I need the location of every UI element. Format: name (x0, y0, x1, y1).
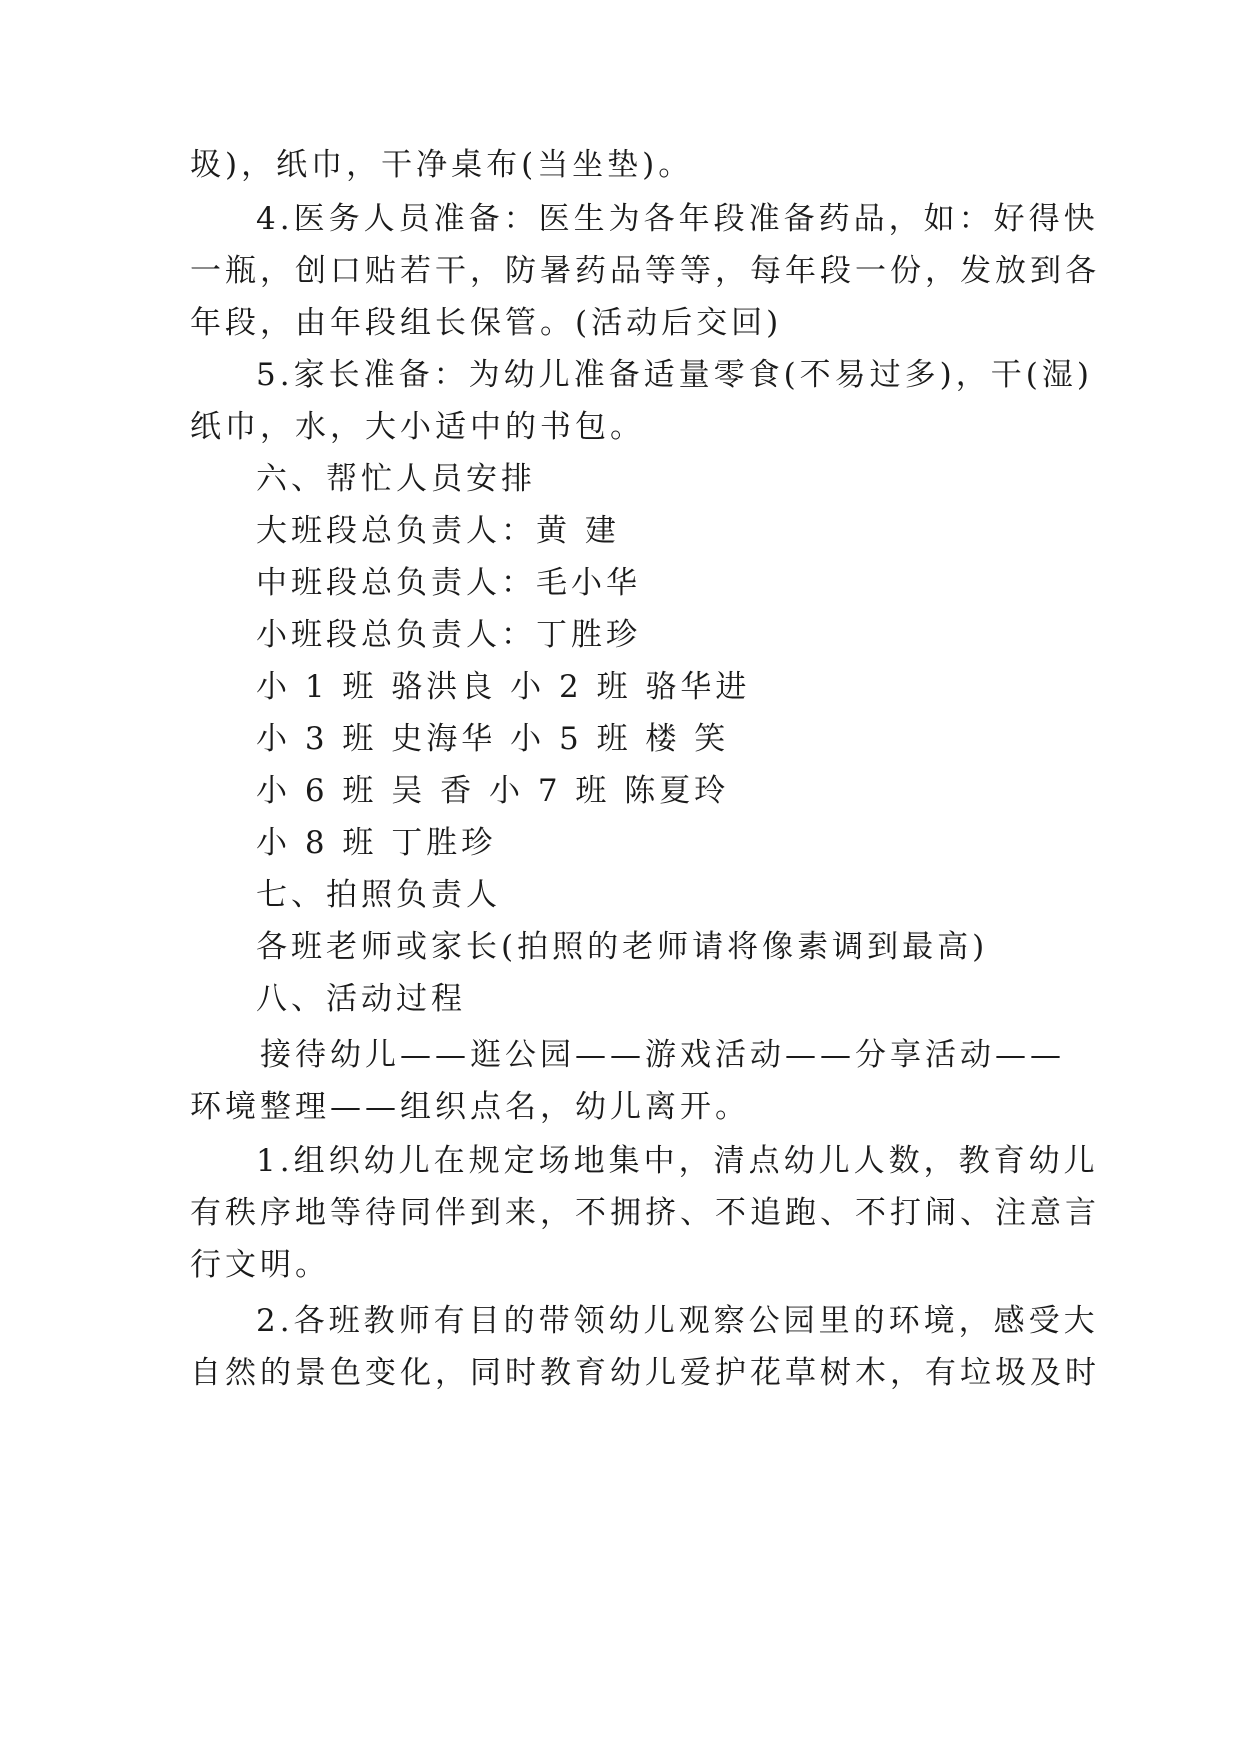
text-line-6: 纸巾，水，大小适中的书包。 (190, 409, 645, 445)
text-line-23: 2.各班教师有目的带领幼儿观察公园里的环境，感受大 (256, 1303, 1099, 1339)
text-line-24: 自然的景色变化，同时教育幼儿爱护花草树木，有垃圾及时 (190, 1355, 1100, 1391)
text-line-13: 小 6 班 吴 香 小 7 班 陈夏玲 (256, 773, 730, 809)
text-line-9: 中班段总负责人：毛小华 (256, 565, 641, 601)
section-heading-7: 七、拍照负责人 (256, 877, 501, 913)
text-line-12: 小 3 班 史海华 小 5 班 楼 笑 (256, 721, 730, 757)
text-line-11: 小 1 班 骆洪良 小 2 班 骆华进 (256, 669, 751, 705)
text-line-3: 一瓶，创口贴若干，防暑药品等等，每年段一份，发放到各 (190, 253, 1100, 289)
text-line-14: 小 8 班 丁胜珍 (256, 825, 497, 861)
text-line-4: 年段，由年段组长保管。(活动后交回) (190, 305, 783, 341)
text-line-8: 大班段总负责人：黄 建 (256, 513, 620, 549)
section-heading-6: 六、帮忙人员安排 (256, 461, 536, 497)
text-line-1: 圾)，纸巾，干净桌布(当坐垫)。 (190, 147, 694, 183)
text-line-16: 各班老师或家长(拍照的老师请将像素调到最高) (256, 929, 989, 965)
text-line-10: 小班段总负责人：丁胜珍 (256, 617, 641, 653)
text-line-20: 1.组织幼儿在规定场地集中，清点幼儿人数，教育幼儿 (256, 1143, 1099, 1179)
text-line-18: 接待幼儿——逛公园——游戏活动——分享活动—— (260, 1037, 1065, 1073)
document-page (190, 0, 1100, 1754)
section-heading-8: 八、活动过程 (256, 981, 466, 1017)
text-line-22: 行文明。 (190, 1247, 330, 1283)
text-line-21: 有秩序地等待同伴到来，不拥挤、不追跑、不打闹、注意言 (190, 1195, 1100, 1231)
text-line-19: 环境整理——组织点名，幼儿离开。 (190, 1089, 750, 1125)
text-line-5: 5.家长准备：为幼儿准备适量零食(不易过多)，干(湿) (256, 357, 1093, 393)
text-line-2: 4.医务人员准备：医生为各年段准备药品，如：好得快 (256, 201, 1099, 237)
